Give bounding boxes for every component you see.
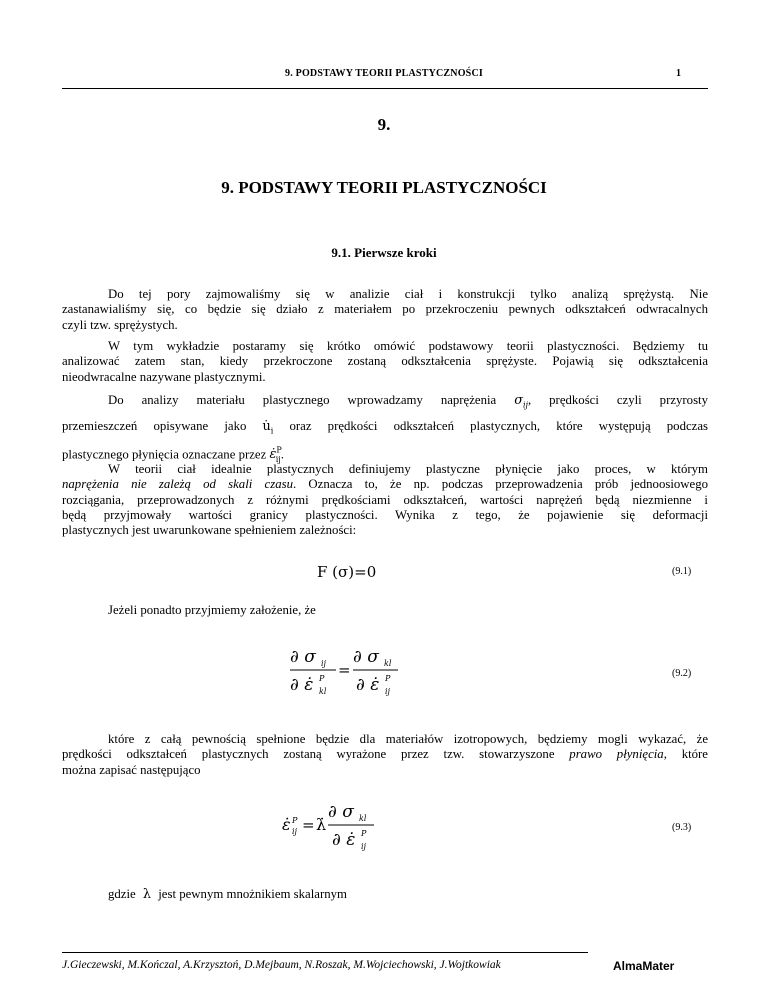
svg-text:ij: ij — [361, 842, 367, 851]
text-line: Do analizy materiału plastycznego wprowadzamy naprężenia $\sigma_{ij}$, prędkości czyli przyrosty — [108, 393, 709, 410]
paragraph-intro — [62, 287, 708, 333]
text-line: rozciągania, przeprowadzonych z różnymi prędkościami odkształceń, wartości naprężeń będą niezmienne i — [62, 492, 708, 507]
lambda-symbol: λ — [142, 887, 152, 902]
text-line: które z całą pewnością spełnione będzie dla materiałów izotropowych, będziemy mogli wykazać, że — [108, 732, 708, 746]
svg-text:kl: kl — [359, 814, 367, 823]
text-line: zastanawialiśmy się, co będzie się działo z materiałem po przekroczeniu pewnych odkształceń odwracalnych — [62, 302, 708, 317]
svg-text:=: = — [338, 661, 351, 679]
text-line: plastycznych jest uwarunkowane spełnieniem zależności: — [62, 523, 357, 538]
page-number: 1 — [676, 68, 681, 79]
footer-rule — [62, 952, 588, 953]
paragraph-lecture-scope — [62, 339, 708, 385]
svg-text:∂ σ: ∂ σ — [290, 647, 316, 667]
svg-text:ε̇: ε̇ — [282, 815, 291, 834]
footer-brand-logo: AlmaMater — [613, 959, 675, 973]
text-line: przemieszczeń opisywane jako $u̇_i$ oraz prędkości odkształceń plastycznych, które występują podczas — [62, 418, 708, 436]
svg-text:∂ ε̇: ∂ ε̇ — [332, 830, 356, 850]
footer-authors: J.Gieczewski, M.Kończal, A.Krzysztoń, D.Mejbaum, N.Roszak, M.Wojciechowski, J.Wojtkowiak — [62, 959, 501, 971]
paragraph-assumption: Jeżeli ponadto przyjmiemy założenie, że — [108, 603, 316, 617]
svg-text:ij: ij — [385, 687, 391, 696]
svg-text:kl: kl — [384, 659, 392, 668]
equation-number: (9.2) — [672, 668, 692, 679]
paragraph-flow-law — [62, 732, 708, 778]
text-line: będą przyjmowały wartości granicy plastyczności. Wynika z tego, że pojawienie się deformacji — [62, 507, 708, 522]
svg-text:∂ σ: ∂ σ — [328, 802, 354, 822]
equation-9-2 — [290, 644, 430, 704]
text-line: prędkości odkształceń plastycznych zostaną wyrażone przez tzw. stowarzyszone prawo płynięcia, które — [62, 747, 708, 762]
equation-9-3 — [282, 799, 432, 859]
equation-9-1: F (σ)=0 — [317, 563, 377, 581]
text-line: Do tej pory zajmowaliśmy się w analizie ciał i konstrukcji tylko analizą sprężystą. Nie — [108, 287, 708, 301]
svg-text:λ̇: λ̇ — [316, 815, 327, 834]
text-line: nieodwracalne nazywane plastycznymi. — [62, 369, 266, 384]
svg-text:P: P — [361, 829, 367, 838]
svg-text:P: P — [319, 674, 325, 683]
svg-text:∂ ε̇: ∂ ε̇ — [290, 675, 314, 695]
sigma-ij-symbol: $\sigma_{ij}$ — [514, 393, 528, 410]
equation-number: (9.3) — [672, 822, 692, 833]
section-title: 9.1. Pierwsze kroki — [331, 245, 437, 260]
header-rule — [62, 88, 708, 89]
chapter-number: 9. — [377, 115, 391, 134]
paragraph-lambda-definition: gdzie λ jest pewnym mnożnikiem skalarnym — [108, 887, 347, 902]
text-line: W teorii ciał idealnie plastycznych definiujemy plastyczne płynięcie jako proces, w którym — [108, 462, 708, 476]
svg-text:P: P — [292, 816, 298, 825]
svg-text:∂ σ: ∂ σ — [353, 647, 379, 667]
text-line: plastycznego płynięcia oznaczane przez ε̇$^P_{ij}$. — [62, 446, 284, 464]
chapter-title: 9. PODSTAWY TEORII PLASTYCZNOŚCI — [221, 178, 547, 197]
paragraph-notation — [62, 390, 708, 470]
text-line: czyli tzw. sprężystych. — [62, 317, 178, 332]
svg-text:=: = — [302, 816, 315, 834]
paragraph-ideal-plasticity — [62, 462, 708, 538]
text-line: W tym wykładzie postaramy się krótko omówić podstawowy teorii plastyczności. Będziemy tu — [108, 339, 708, 353]
epsilon-dot-p-ij-symbol: ε̇$^P_{ij}$ — [269, 446, 282, 464]
text-line: analizować zatem stan, kiedy przekroczone zostaną odkształcenia sprężyste. Pojawią się odkształcenia — [62, 354, 708, 369]
svg-text:kl: kl — [319, 687, 327, 696]
running-header-title: 9. PODSTAWY TEORII PLASTYCZNOŚCI — [285, 68, 483, 79]
svg-text:∂ ε̇: ∂ ε̇ — [356, 675, 380, 695]
svg-text:ij: ij — [321, 659, 327, 668]
text-line: można zapisać następująco — [62, 762, 201, 777]
u-dot-i-symbol: $u̇_i$ — [262, 418, 274, 436]
text-line: naprężenia nie zależą od skali czasu. Oznacza to, że np. podczas przeprowadzenia prób jednoosiowego — [62, 477, 708, 492]
svg-text:ij: ij — [292, 827, 298, 836]
svg-text:P: P — [385, 674, 391, 683]
equation-number: (9.1) — [672, 566, 692, 577]
